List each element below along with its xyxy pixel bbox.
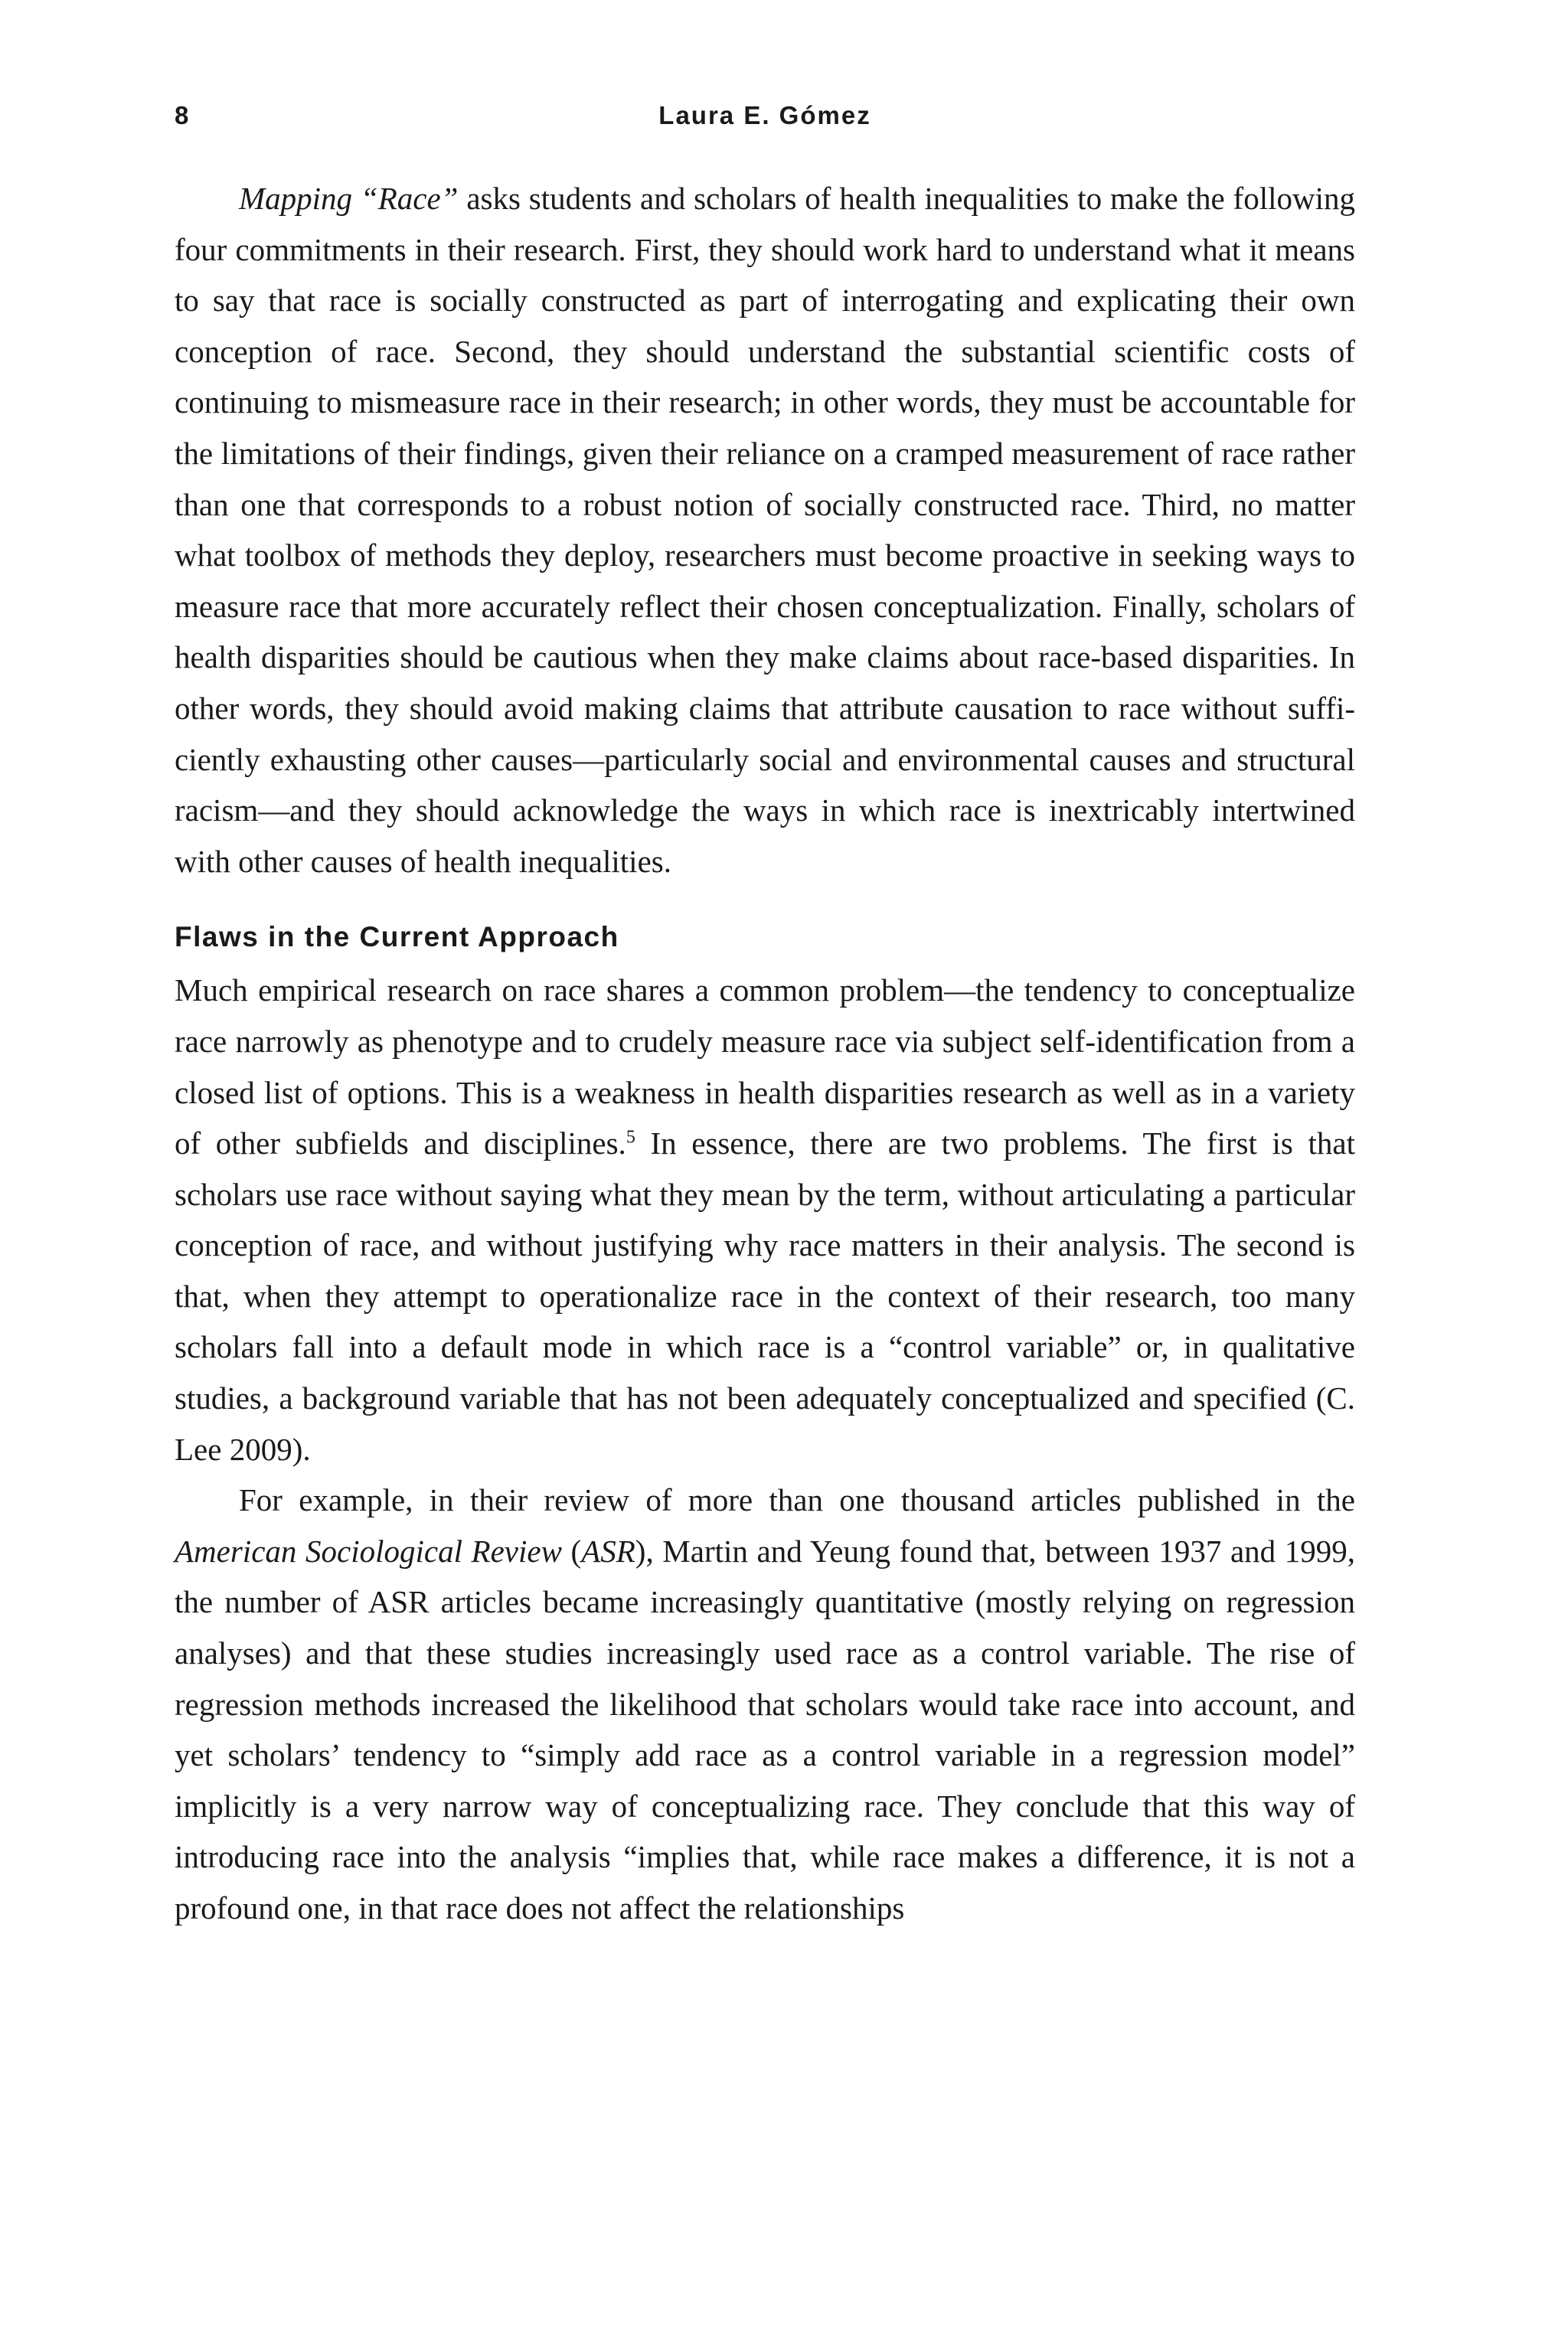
page-number: 8 <box>175 101 191 129</box>
paragraph-flaws <box>175 965 1355 1475</box>
paragraph-example-text-continued: ), Martin and Yeung found that, between 1937 and 1999, the number of ASR articles became increasingly quantitative (mostly relying on regression analyses) and that these studies increasingly used race as a control variable. The rise of regression methods increased the likelihood that scholars would take race into account, and yet scholars’ tendency to “simply add race as a control variable in a regression model” implicitly is a very narrow way of conceptualizing race. They conclude that this way of introducing race into the analysis “implies that, while race makes a difference, it is not a profound one, in that race does not affect the relationships <box>175 1533 1356 1926</box>
paragraph-commitments-text: asks students and scholars of health inequalities to make the following four commitments in their research. First, they should work hard to understand what it means to say that race is socially constructed as part of interrogating and explicating their own conception of race. Second, they should understand the substantial scientific costs of continuing to mismeasure race in their research; in other words, they must be accountable for the limitations of their findings, given their reliance on a cramped measurement of race rather than one that corresponds to a robust notion of socially constructed race. Third, no matter what toolbox of methods they deploy, researchers must become proactive in seeking ways to measure race that more accurately reflect their chosen conceptualization. Finally, scholars of health disparities should be cautious when they make claims about race-based disparities. In other words, they should avoid making claims that attribute causation to race without sufficiently exhausting other causes—particularly social and environmental causes and structural racism—and they should acknowledge the ways in which race is inextricably intertwined with other causes of health inequalities. <box>175 181 1355 879</box>
book-title-italic: Mapping “Race” <box>239 181 459 216</box>
paragraph-flaws-text-continued: In essence, there are two problems. The first is that scholars use race without saying what they mean by the term, without articulating a particular conception of race, and without justifying why race matters in their analysis. The second is that, when they attempt to operationalize race in the context of their research, too many scholars fall into a default mode in which race is a “control variable” or, in qualitative studies, a background variable that has not been adequately conceptualized and specified (C. Lee 2009). <box>175 1125 1355 1467</box>
paragraph-flaws-text: Much empirical research on race shares a common problem—the tendency to conceptualize race narrowly as phenotype and to crudely measure race via subject self-identification from a closed list of options. This is a weakness in health disparities research as well as in a variety of other subfields and disciplines. <box>175 972 1355 1161</box>
journal-abbrev-italic: ASR <box>581 1533 635 1569</box>
paragraph-example <box>175 1475 1355 1933</box>
section-heading: Flaws in the Current Approach <box>175 921 619 953</box>
paren-open: ( <box>561 1533 582 1569</box>
paragraph-example-text-start: For example, in their review of more than one thousand articles published in the <box>239 1482 1355 1518</box>
running-head-author: Laura E. Gómez <box>658 101 871 129</box>
footnote-marker: 5 <box>626 1127 635 1148</box>
journal-title-italic: American Sociological Review <box>175 1533 562 1569</box>
paragraph-commitments <box>175 173 1355 887</box>
body-text <box>175 173 1355 1934</box>
running-head <box>175 101 1355 139</box>
